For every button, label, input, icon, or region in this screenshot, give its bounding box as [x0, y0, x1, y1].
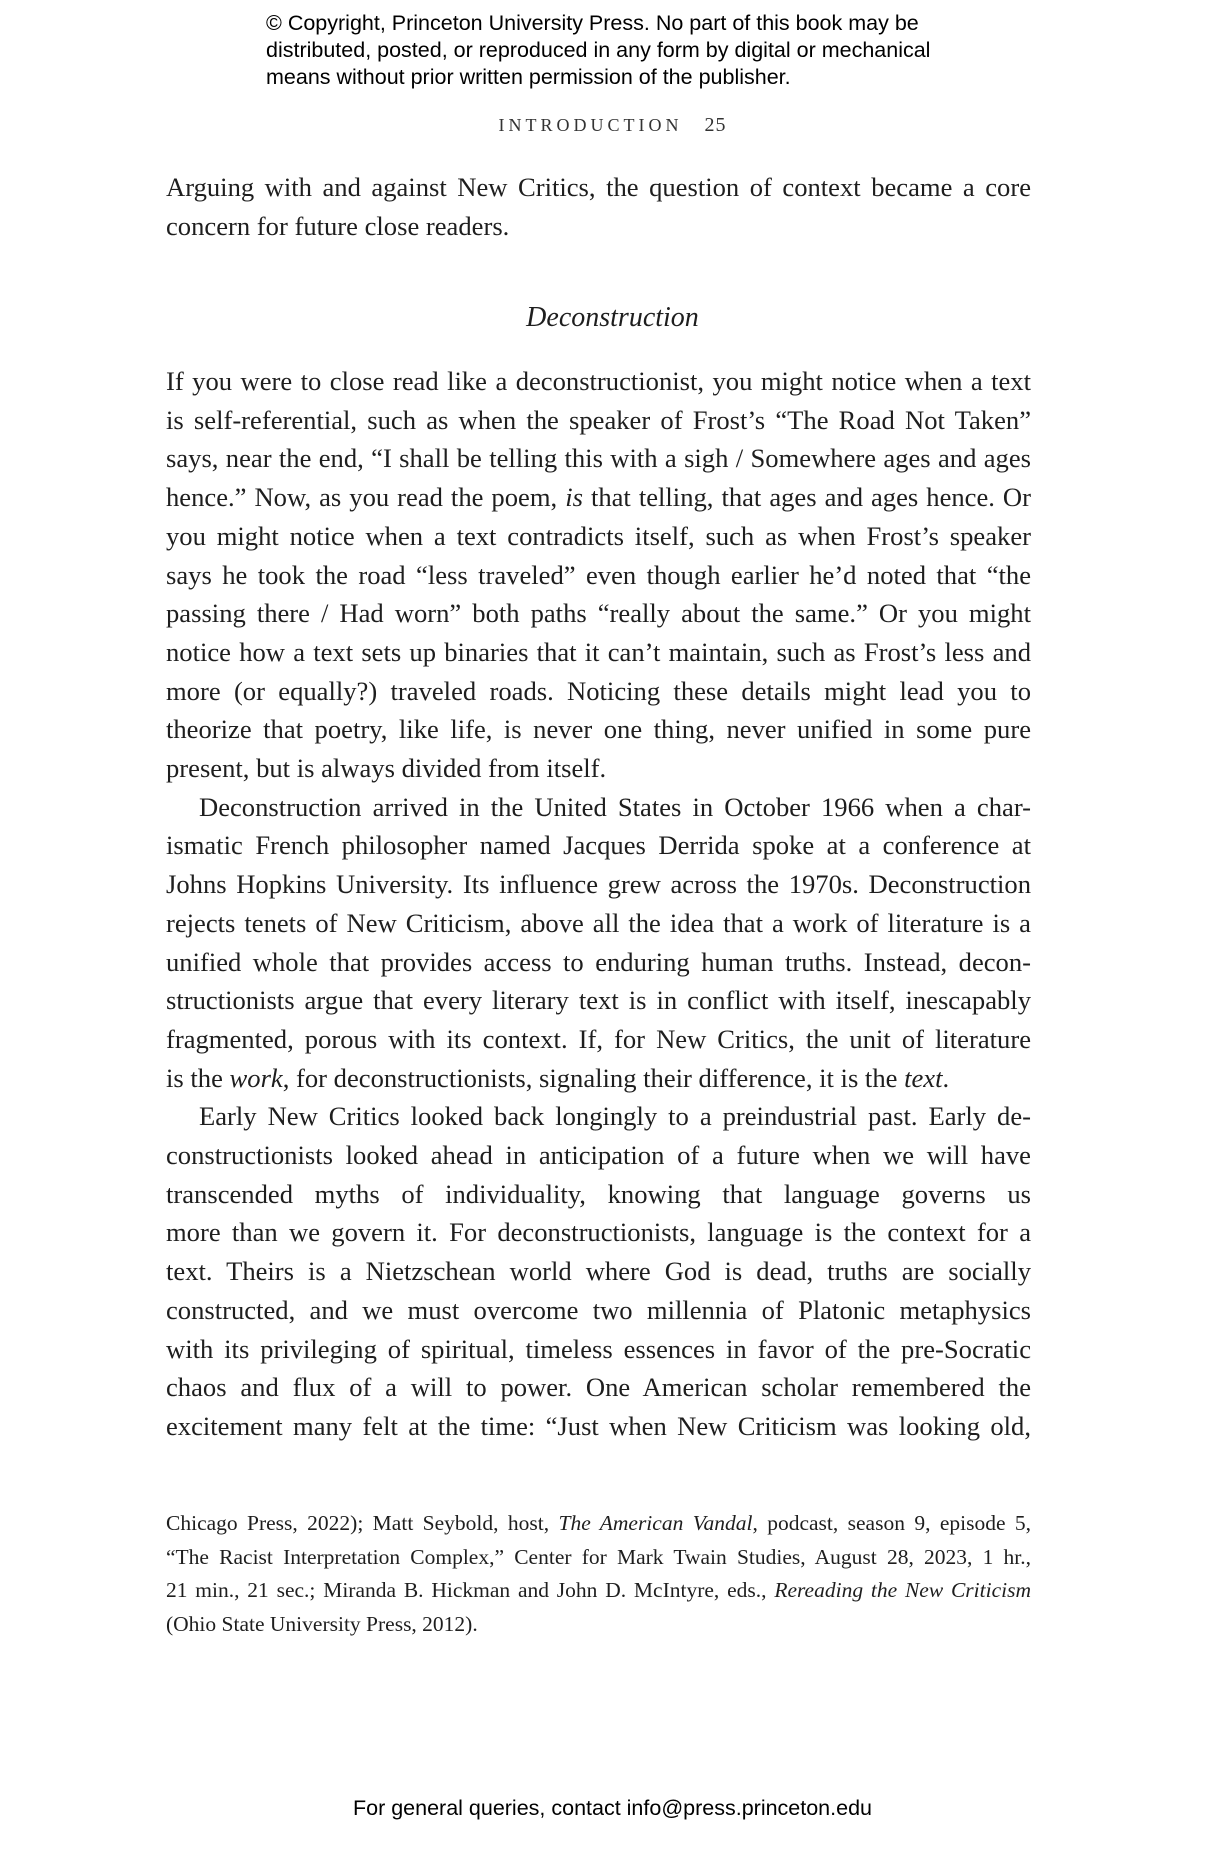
text-run: 21 min., 21 sec.; Miranda B. Hickman and John D. McIntyre, eds., [166, 1578, 775, 1602]
text-line: fragmented, porous with its context. If, for New Critics, the unit of literature [166, 1023, 1031, 1054]
text-line: Johns Hopkins University. Its influence grew across the 1970s. Deconstruction [166, 869, 1031, 900]
text-line: transcended myths of individuality, knowing that language governs us [166, 1178, 1031, 1209]
text-run: hence.” Now, as you read the poem, [166, 482, 566, 513]
text-line: chaos and flux of a will to power. One American scholar remembered the [166, 1372, 1031, 1403]
text-line: says, near the end, “I shall be telling this with a sigh / Somewhere ages and ages [166, 443, 1031, 474]
text-line: constructionists looked ahead in anticipation of a future when we will have [166, 1140, 1031, 1171]
text-line: constructed, and we must overcome two millennia of Platonic metaphysics [166, 1294, 1031, 1325]
text-line: ismatic French philosopher named Jacques Derrida spoke at a conference at [166, 830, 1031, 861]
footer-contact: For general queries, contact info@press.princeton.edu [352, 1796, 872, 1820]
text-line: If you were to close read like a deconstructionist, you might notice when a text [166, 366, 1031, 396]
paragraph-2 [166, 788, 1031, 1098]
text-line: more (or equally?) traveled roads. Noticing these details might lead you to [166, 675, 1031, 706]
page-number: 25 [704, 114, 727, 136]
text-run: is the [166, 1062, 230, 1093]
text-line: is self-referential, such as when the speaker of Frost’s “The Road Not Taken” [166, 404, 1031, 435]
paragraph-1 [166, 362, 1031, 788]
note-line: “The Racist Interpretation Complex,” Center for Mark Twain Studies, August 28, 2023, 1 hr., [166, 1544, 1031, 1569]
italic-run: The American Vandal [558, 1511, 753, 1535]
note-line: (Ohio State University Press, 2012). [166, 1611, 478, 1636]
text-line: Deconstruction arrived in the United States in October 1966 when a char- [199, 791, 1031, 822]
text-line: unified whole that provides access to enduring human truths. Instead, decon- [166, 946, 1031, 977]
copyright-line: © Copyright, Princeton University Press. No part of this book may be [266, 11, 919, 35]
italic-run: work [229, 1062, 283, 1093]
text-line: structionists argue that every literary text is in conflict with itself, inescapably [166, 985, 1031, 1016]
copyright-notice [266, 10, 1026, 91]
text-run: Chicago Press, 2022); Matt Seybold, host, [166, 1511, 559, 1535]
footnotes [166, 1507, 1031, 1641]
text-line: notice how a text sets up binaries that it can’t maintain, such as Frost’s less and [166, 636, 1031, 667]
paragraph-3 [166, 1097, 1031, 1445]
running-head [0, 114, 1225, 137]
section-heading: Deconstruction [526, 302, 699, 333]
running-head-section: INTRODUCTION [498, 115, 683, 135]
note-line [166, 1507, 1031, 1541]
text-line: more than we govern it. For deconstructionists, language is the context for a [166, 1217, 1031, 1248]
text-line: concern for future close readers. [166, 210, 510, 241]
intro-paragraph [166, 168, 1031, 245]
text-line: you might notice when a text contradicts itself, such as when Frost’s speaker [166, 520, 1031, 551]
text-line [166, 478, 1031, 517]
italic-run: is [565, 482, 583, 513]
text-line: rejects tenets of New Criticism, above all the idea that a work of literature is a [166, 907, 1031, 938]
text-run: , for deconstructionists, signaling their difference, it is the [282, 1062, 905, 1093]
text-line: with its privileging of spiritual, timeless essences in favor of the pre-Socratic [166, 1333, 1031, 1364]
text-line: excitement many felt at the time: “Just when New Criticism was looking old, [166, 1410, 1031, 1441]
text-run: , podcast, season 9, episode 5, [752, 1511, 1032, 1535]
note-line [166, 1574, 1031, 1608]
text-line: Early New Critics looked back longingly to a preindustrial past. Early de- [199, 1101, 1031, 1132]
italic-run: text [904, 1062, 943, 1093]
text-line: says he took the road “less traveled” even though earlier he’d noted that “the [166, 559, 1031, 590]
text-line: theorize that poetry, like life, is never one thing, never unified in some pure [166, 714, 1031, 745]
italic-run: Rereading the New Criticism [774, 1578, 1032, 1602]
text-line [166, 1059, 1031, 1098]
text-line: text. Theirs is a Nietzschean world where God is dead, truths are socially [166, 1256, 1031, 1287]
text-run: . [942, 1062, 950, 1093]
text-line: present, but is always divided from itself. [166, 753, 607, 784]
copyright-line: means without prior written permission of the publisher. [266, 65, 791, 89]
text-run: that telling, that ages and ages hence. Or [582, 482, 1031, 513]
text-line: Arguing with and against New Critics, the question of context became a core [166, 172, 1031, 202]
copyright-line: distributed, posted, or reproduced in any form by digital or mechanical [266, 38, 931, 62]
text-line: passing there / Had worn” both paths “really about the same.” Or you might [166, 598, 1031, 629]
body-text [166, 362, 1031, 1446]
